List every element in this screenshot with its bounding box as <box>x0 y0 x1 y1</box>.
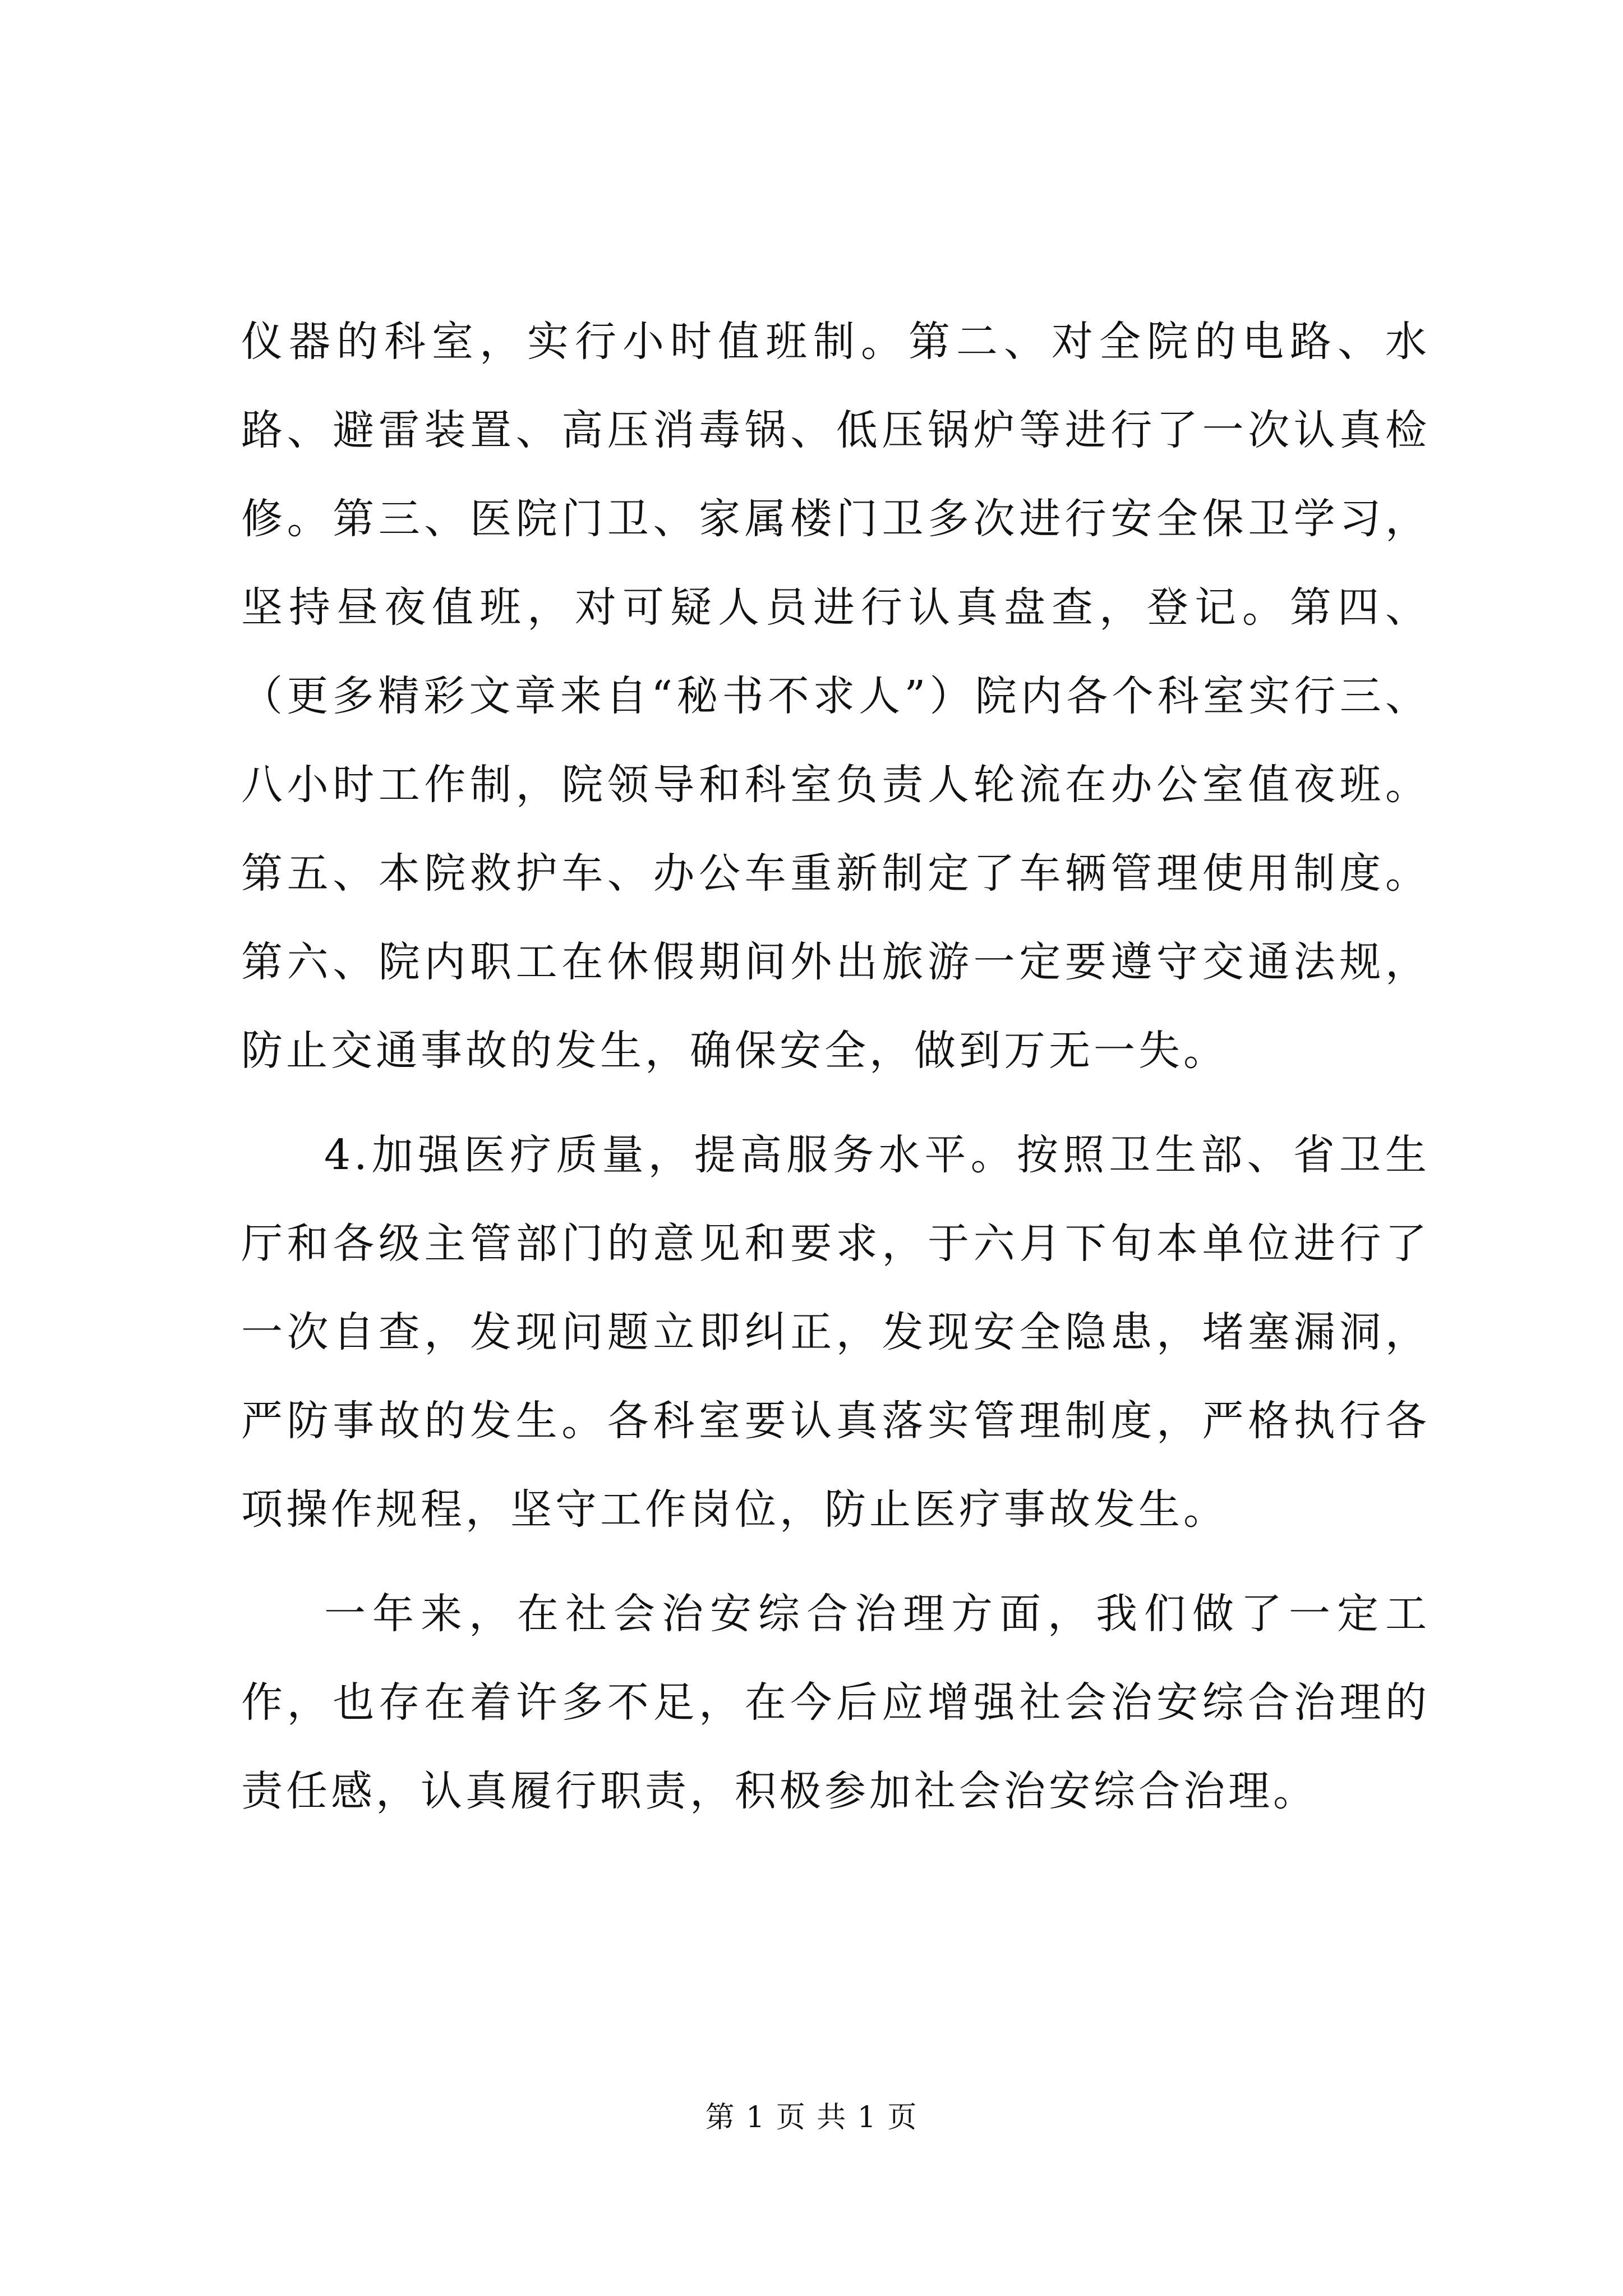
paragraph-1: 仪器的科室，实行小时值班制。第二、对全院的电路、水路、避雷装置、高压消毒锅、低压锅炉等进行了一次认真检修。第三、医院门卫、家属楼门卫多次进行安全保卫学习，坚持昼夜值班，对可疑人员进行认真盘查，登记。第四、（更多精彩文章来自“秘书不求人”）院内各个科室实行三、八小时工作制，院领导和科室负责人轮流在办公室值夜班。第五、本院救护车、办公车重新制定了车辆管理使用制度。第六、院内职工在休假期间外出旅游一定要遵守交通法规，防止交通事故的发生，确保安全，做到万无一失。 <box>241 318 1430 1075</box>
paragraph-3: 一年来，在社会治安综合治理方面，我们做了一定工作，也存在着许多不足，在今后应增强社会治安综合治理的责任感，认真履行职责，积极参加社会治安综合治理。 <box>241 1590 1430 1815</box>
paragraph-2: 4.加强医疗质量，提高服务水平。按照卫生部、省卫生厅和各级主管部门的意见和要求，于六月下旬本单位进行了一次自查，发现问题立即纠正，发现安全隐患，堵塞漏洞，严防事故的发生。各科室要认真落实管理制度，严格执行各项操作规程，坚守工作岗位，防止医疗事故发生。 <box>241 1131 1430 1534</box>
page-footer: 第 1 页 共 1 页 <box>705 2101 918 2134</box>
document-body <box>241 297 1430 1835</box>
